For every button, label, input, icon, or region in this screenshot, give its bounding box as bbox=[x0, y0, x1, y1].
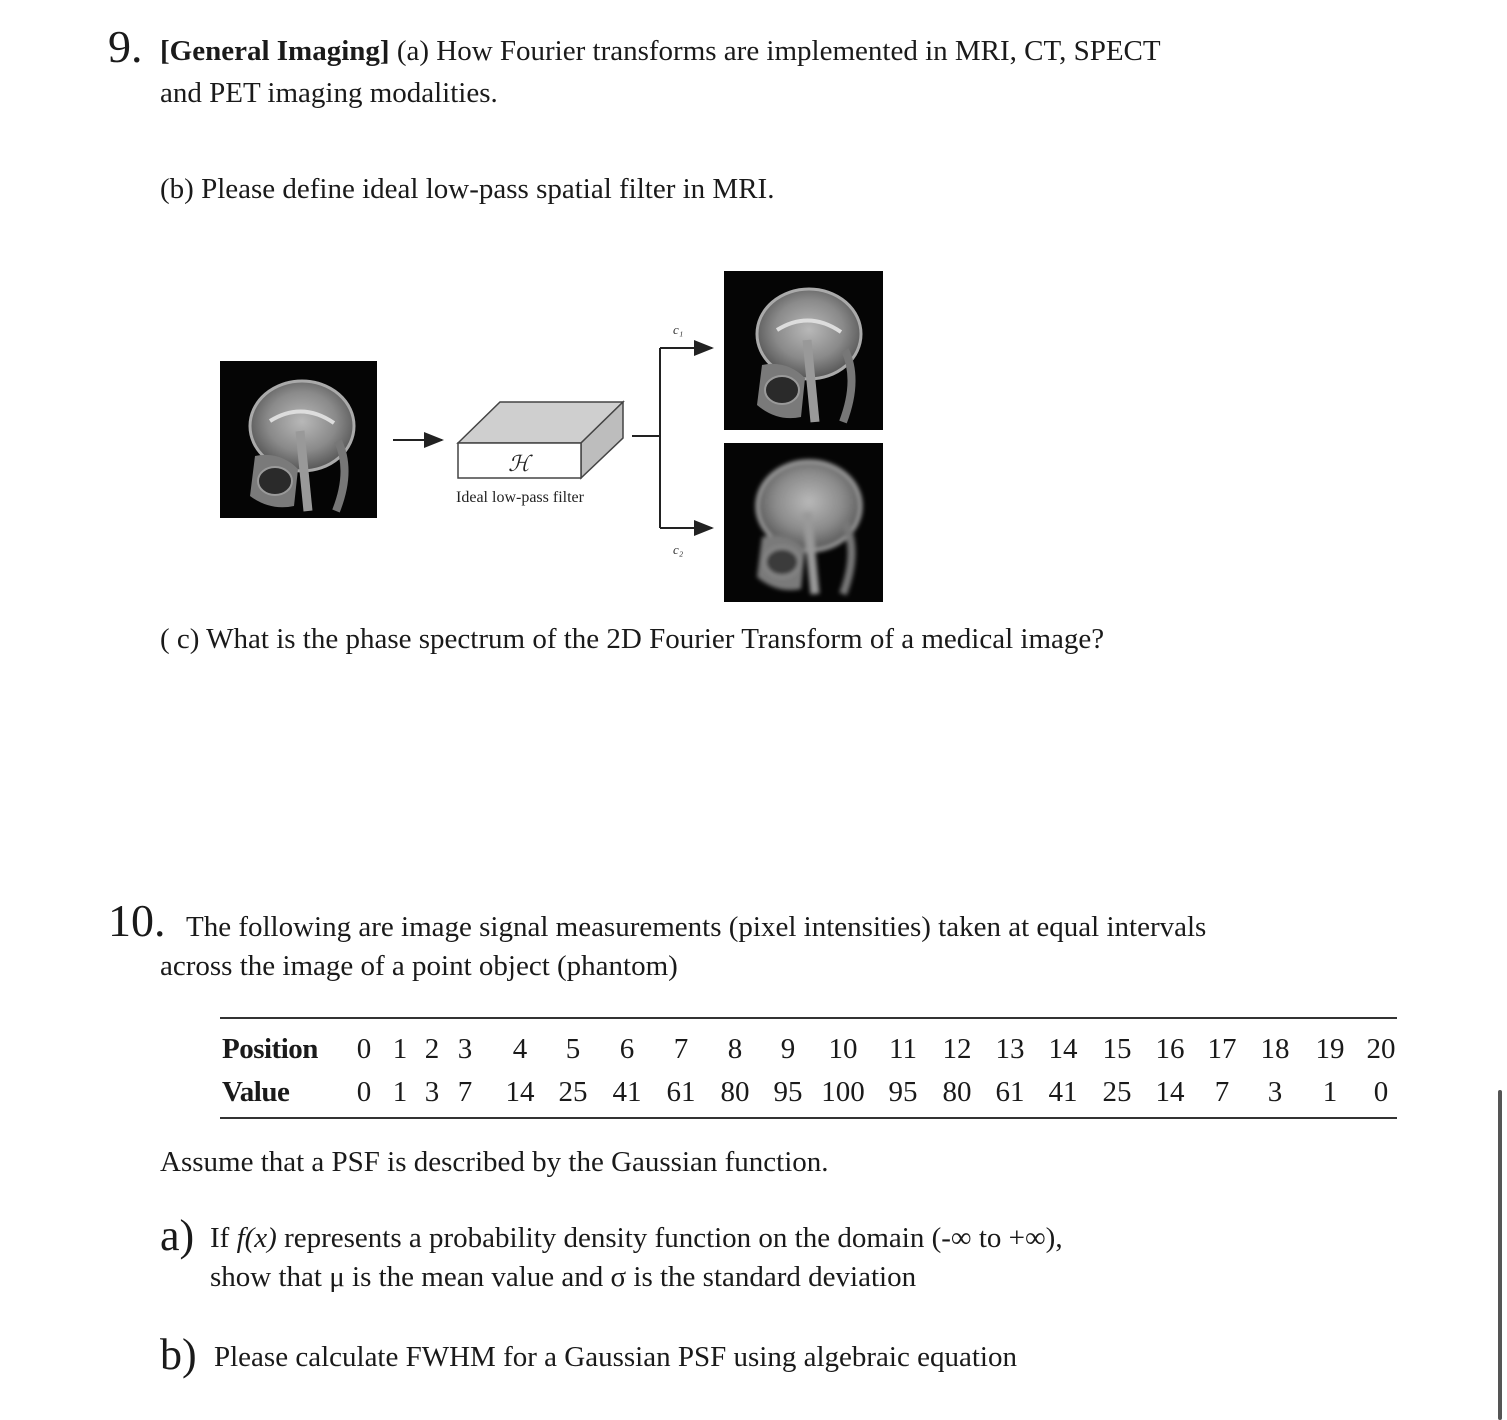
part-a-pre: If bbox=[210, 1222, 237, 1254]
part-b-label: b) bbox=[160, 1330, 197, 1379]
table-cell-value: 0 bbox=[1373, 1076, 1389, 1108]
table-cell-value: 14 bbox=[505, 1076, 535, 1108]
table-cell-position: 14 bbox=[1048, 1033, 1078, 1065]
table-cell-position: 17 bbox=[1207, 1033, 1237, 1065]
table-cell-value: 14 bbox=[1155, 1076, 1185, 1108]
output-mri-image-bottom bbox=[724, 443, 883, 602]
table-header-position: Position bbox=[222, 1033, 318, 1065]
table-cell-position: 5 bbox=[565, 1033, 581, 1065]
table-cell-position: 19 bbox=[1315, 1033, 1345, 1065]
table-cell-value: 0 bbox=[356, 1076, 372, 1108]
table-cell-value: 100 bbox=[821, 1076, 865, 1108]
table-header-value: Value bbox=[222, 1076, 290, 1108]
table-cell-position: 2 bbox=[424, 1033, 440, 1065]
output-label-c1: c₁ bbox=[673, 322, 684, 337]
part-a-line2: show that μ is the mean value and σ is the standard deviation bbox=[210, 1261, 917, 1293]
table-cell-value: 41 bbox=[1048, 1076, 1078, 1108]
table-cell-position: 7 bbox=[673, 1033, 689, 1065]
table-cell-position: 20 bbox=[1366, 1033, 1396, 1065]
table-cell-value: 25 bbox=[558, 1076, 588, 1108]
table-cell-value: 61 bbox=[666, 1076, 696, 1108]
table-cell-position: 1 bbox=[392, 1033, 408, 1065]
table-cell-value: 1 bbox=[1322, 1076, 1338, 1108]
table-cell-value: 3 bbox=[424, 1076, 440, 1108]
question-9-part-a-line2: and PET imaging modalities. bbox=[160, 77, 498, 109]
assume-text: Assume that a PSF is described by the Gaussian function. bbox=[160, 1146, 829, 1178]
question-9-part-a bbox=[160, 32, 1161, 71]
table-cell-value: 7 bbox=[1214, 1076, 1230, 1108]
table-cell-position: 9 bbox=[780, 1033, 796, 1065]
filter-symbol: ℋ bbox=[508, 451, 530, 476]
table-cell-position: 16 bbox=[1155, 1033, 1185, 1065]
filter-box bbox=[458, 402, 623, 478]
table-cell-position: 13 bbox=[995, 1033, 1025, 1065]
question-9-title: [General Imaging] bbox=[160, 35, 390, 67]
question-9-part-c: ( c) What is the phase spectrum of the 2D Fourier Transform of a medical image? bbox=[160, 623, 1105, 655]
table-cell-position: 0 bbox=[356, 1033, 372, 1065]
part-a-label: a) bbox=[160, 1211, 195, 1260]
output-mri-image-top bbox=[724, 271, 883, 430]
part-a-line1 bbox=[210, 1219, 1063, 1258]
table-cell-value: 41 bbox=[612, 1076, 642, 1108]
table-cell-position: 15 bbox=[1102, 1033, 1132, 1065]
question-9-part-a-line1: (a) How Fourier transforms are implemented in MRI, CT, SPECT bbox=[396, 35, 1161, 67]
table-cell-position: 3 bbox=[457, 1033, 473, 1065]
table-bottom-rule bbox=[220, 1117, 1397, 1119]
table-cell-value: 61 bbox=[995, 1076, 1025, 1108]
table-cell-value: 7 bbox=[457, 1076, 473, 1108]
table-cell-value: 1 bbox=[392, 1076, 408, 1108]
table-cell-value: 3 bbox=[1267, 1076, 1283, 1108]
output-label-c2: c₂ bbox=[673, 542, 684, 557]
question-9-number: 9. bbox=[108, 21, 143, 72]
filter-label: Ideal low-pass filter bbox=[456, 489, 584, 506]
table-cell-position: 12 bbox=[942, 1033, 972, 1065]
question-9-part-b: (b) Please define ideal low-pass spatial filter in MRI. bbox=[160, 173, 775, 205]
table-top-rule bbox=[220, 1017, 1397, 1019]
table-cell-value: 95 bbox=[773, 1076, 803, 1108]
scrollbar[interactable] bbox=[1498, 1090, 1502, 1420]
table-cell-value: 95 bbox=[888, 1076, 918, 1108]
input-mri-image bbox=[220, 361, 377, 518]
question-10-number: 10. bbox=[108, 895, 166, 946]
question-10-intro-line2: across the image of a point object (phantom) bbox=[160, 950, 678, 982]
table-cell-value: 80 bbox=[942, 1076, 972, 1108]
question-10-intro-line1: The following are image signal measurements (pixel intensities) taken at equal intervals bbox=[186, 911, 1207, 943]
table-cell-position: 8 bbox=[727, 1033, 743, 1065]
table-cell-position: 18 bbox=[1260, 1033, 1290, 1065]
low-pass-filter-figure bbox=[200, 260, 920, 620]
table-cell-value: 80 bbox=[720, 1076, 750, 1108]
part-a-fx: f(x) bbox=[236, 1222, 277, 1254]
table-cell-position: 6 bbox=[619, 1033, 635, 1065]
part-b-text: Please calculate FWHM for a Gaussian PSF using algebraic equation bbox=[214, 1341, 1017, 1373]
table-cell-position: 11 bbox=[889, 1033, 917, 1065]
table-cell-position: 10 bbox=[828, 1033, 858, 1065]
table-cell-value: 25 bbox=[1102, 1076, 1132, 1108]
table-cell-position: 4 bbox=[512, 1033, 528, 1065]
part-a-post: represents a probability density function on the domain (-∞ to +∞), bbox=[276, 1222, 1063, 1254]
